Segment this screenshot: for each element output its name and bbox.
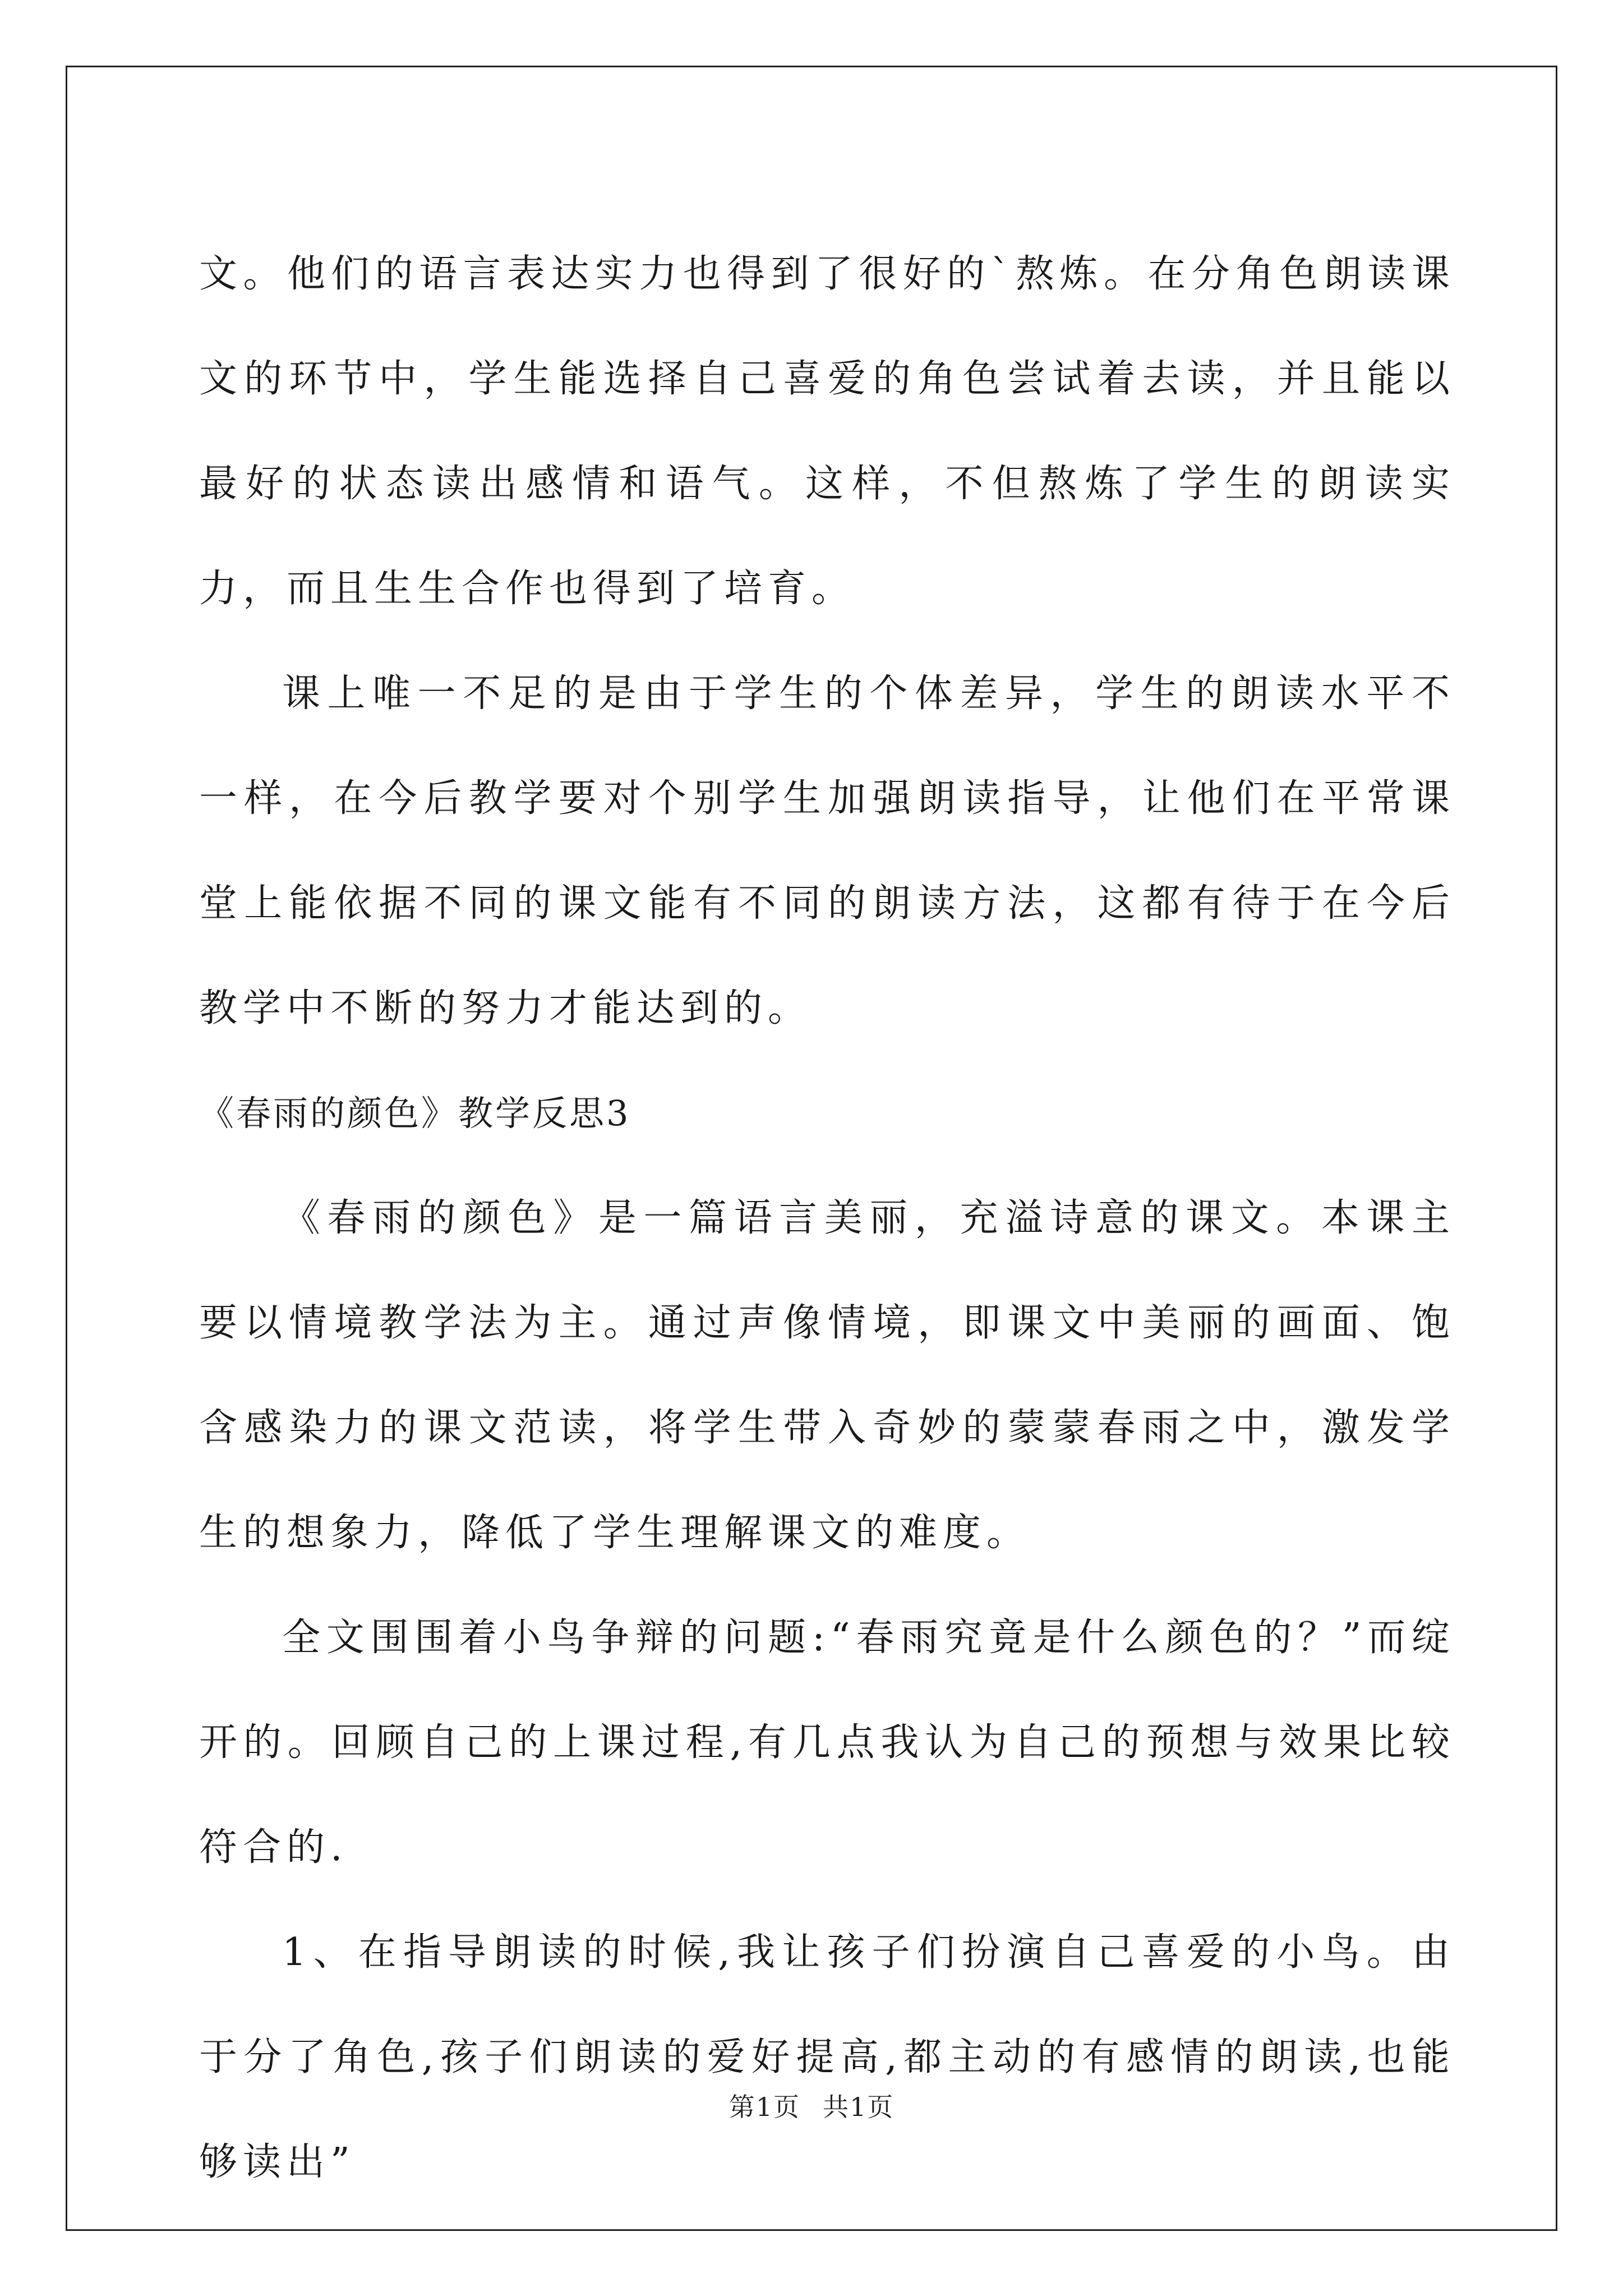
page-total: 共1页 [823, 2092, 895, 2122]
section-heading: 《春雨的颜色》教学反思3 [199, 1093, 631, 1134]
paragraph-1: 文。他们的语言表达实力也得到了很好的`熬炼。在分角色朗读课文的环节中，学生能选择自己喜爱的角色尝试着去读，并且能以最好的状态读出感情和语气。这样，不但熬炼了学生的朗读实力，而且生生合作也得到了培育。 [199, 252, 1455, 611]
page-number: 第1页 [728, 2092, 800, 2122]
paragraph-3: 《春雨的颜色》是一篇语言美丽，充溢诗意的课文。本课主要以情境教学法为主。通过声像情境，即课文中美丽的画面、饱含感染力的课文范读，将学生带入奇妙的蒙蒙春雨之中，激发学生的想象力，降低了学生理解课文的难度。 [199, 1196, 1455, 1555]
paragraph-2: 课上唯一不足的是由于学生的个体差异，学生的朗读水平不一样，在今后教学要对个别学生加强朗读指导，让他们在平常课堂上能依据不同的课文能有不同的朗读方法，这都有待于在今后教学中不断的努力才能达到的。 [199, 671, 1455, 1030]
paragraph-5: 1、在指导朗读的时候,我让孩子们扮演自己喜爱的小鸟。由于分了角色,孩子们朗读的爱好提高,都主动的有感情的朗读,也能够读出” [199, 1930, 1455, 2184]
document-body [199, 222, 1455, 2215]
page-footer [0, 2087, 1623, 2124]
paragraph-4: 全文围围着小鸟争辩的问题:“春雨究竟是什么颜色的？”而绽开的。回顾自己的上课过程,有几点我认为自己的预想与效果比较符合的. [199, 1616, 1455, 1870]
